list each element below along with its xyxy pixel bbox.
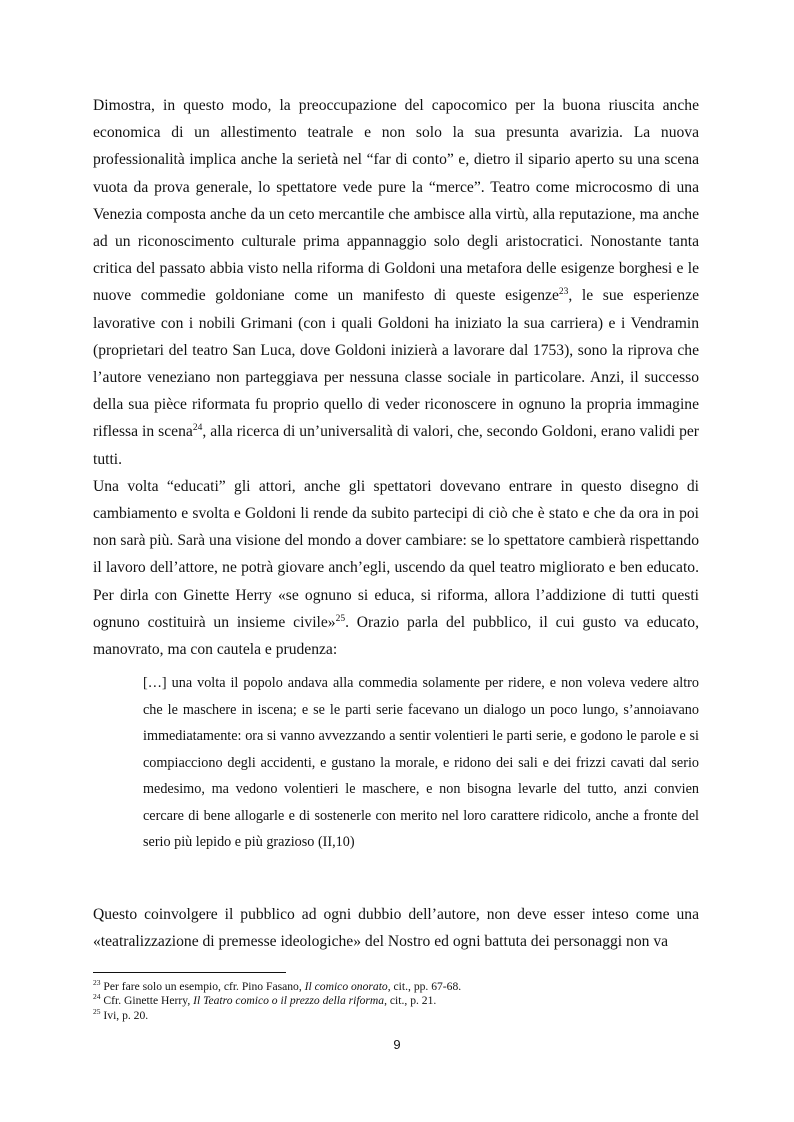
footnote-number: 24: [93, 992, 101, 1002]
paragraph: [93, 473, 699, 663]
footnote-text: , cit., pp. 67-68.: [387, 980, 462, 993]
footnote-reference: 23: [558, 287, 569, 298]
paragraph: [93, 92, 699, 473]
footnote-text: Cfr. Ginette Herry,: [103, 994, 194, 1008]
paragraph-text: . Orazio parla del pubblico, il cui gusto va educato, manovrato, ma con cautela e prudenza:: [93, 613, 699, 659]
page-number: 9: [393, 1037, 401, 1052]
footnote-number: 25: [93, 1006, 101, 1016]
paragraph-text: Una volta “educati” gli attori, anche gli spettatori dovevano entrare in questo disegno di cambiamento e svolta e Goldoni li rende da subito partecipi di ciò che è stato e che da ora in poi non sarà più. Sarà una visione del mondo a dover cambiare: se lo spettatore cambierà rispettando il lavoro dell’attore, ne potrà giovare anch’egli, uscendo da quel teatro migliorato e ben educato. Per dirla con Ginette Herry «se ognuno si educa, si riforma, allora l’addizione di tutti questi ognuno costituirà un insieme civile»: [93, 477, 699, 631]
main-text: [93, 92, 699, 663]
paragraph-text: Dimostra, in questo modo, la preoccupazione del capocomico per la buona riuscita anche economica di un allestimento teatrale e non solo la sua presunta avarizia. La nuova professionalità implica anche la serietà nel “far di conto” e, dietro il sipario aperto su una scena vuota da prova generale, lo spettatore vede pure la “merce”. Teatro come microcosmo di una Venezia composta anche da un ceto mercantile che ambisce alla virtù, alla reputazione, ma anche ad un riconoscimento culturale prima appannaggio solo degli aristocratici. Nonostante tanta critica del passato abbia visto nella riforma di Goldoni una metafora delle esigenze borghesi e le nuove commedie goldoniane come un manifesto di queste esigenze: [93, 97, 699, 305]
footnote-reference: 25: [335, 613, 346, 624]
footnote-text: Ivi, p. 20.: [103, 1008, 149, 1022]
block-quote: […] una volta il popolo andava alla commedia solamente per ridere, e non voleva vedere altro che le maschere in iscena; e se le parti serie facevano un dialogo un poco lungo, s’annoiavano immediatamente: ora si vanno avvezzando a sentir volentieri le parti serie, e godono le parole e si compiacciono degli accidenti, e gustano la morale, e ridono dei sali e dei frizzi cavati dal serio medesimo, ma vedono volentieri le maschere, e non bisogna levarle del tutto, anzi convien cercare di bene allogarle e di sostenerle con merito nel loro carattere ridicolo, anche a fronte del serio più lepido e più grazioso (II,10): [143, 675, 699, 850]
footnote-reference: 24: [192, 423, 203, 434]
footnote: [93, 980, 699, 994]
footnotes: [93, 980, 699, 1023]
footnote-text: , cit., p. 21.: [384, 994, 437, 1008]
footnote-number: 23: [93, 978, 101, 988]
footnote: [93, 1006, 699, 1023]
footnote-text: Per fare solo un esempio, cfr. Pino Fasano,: [103, 980, 305, 993]
footnote-work-title: Il comico onorato: [304, 980, 388, 993]
footnote-separator: [93, 972, 286, 973]
paragraph-text: , le sue esperienze lavorative con i nobili Grimani (con i quali Goldoni ha iniziato la sua carriera) e i Vendramin (proprietari del teatro San Luca, dove Goldoni inizierà a lavorare dal 1753), sono la riprova che l’autore veneziano non parteggiava per nessuna classe sociale in particolare. Anzi, il successo della sua pièce riformata fu proprio quello di veder riconoscere in ognuno la propria immagine riflessa in scena: [93, 287, 699, 441]
paragraph-text: , alla ricerca di un’universalità di valori, che, secondo Goldoni, erano validi per tutti.: [93, 423, 699, 468]
footnote-work-title: Il Teatro comico o il prezzo della riforma: [193, 994, 385, 1008]
footnote: [93, 994, 699, 1008]
paragraph: Questo coinvolgere il pubblico ad ogni dubbio dell’autore, non deve esser inteso come una «teatralizzazione di premesse ideologiche» del Nostro ed ogni battuta dei personaggi non va: [93, 906, 699, 951]
